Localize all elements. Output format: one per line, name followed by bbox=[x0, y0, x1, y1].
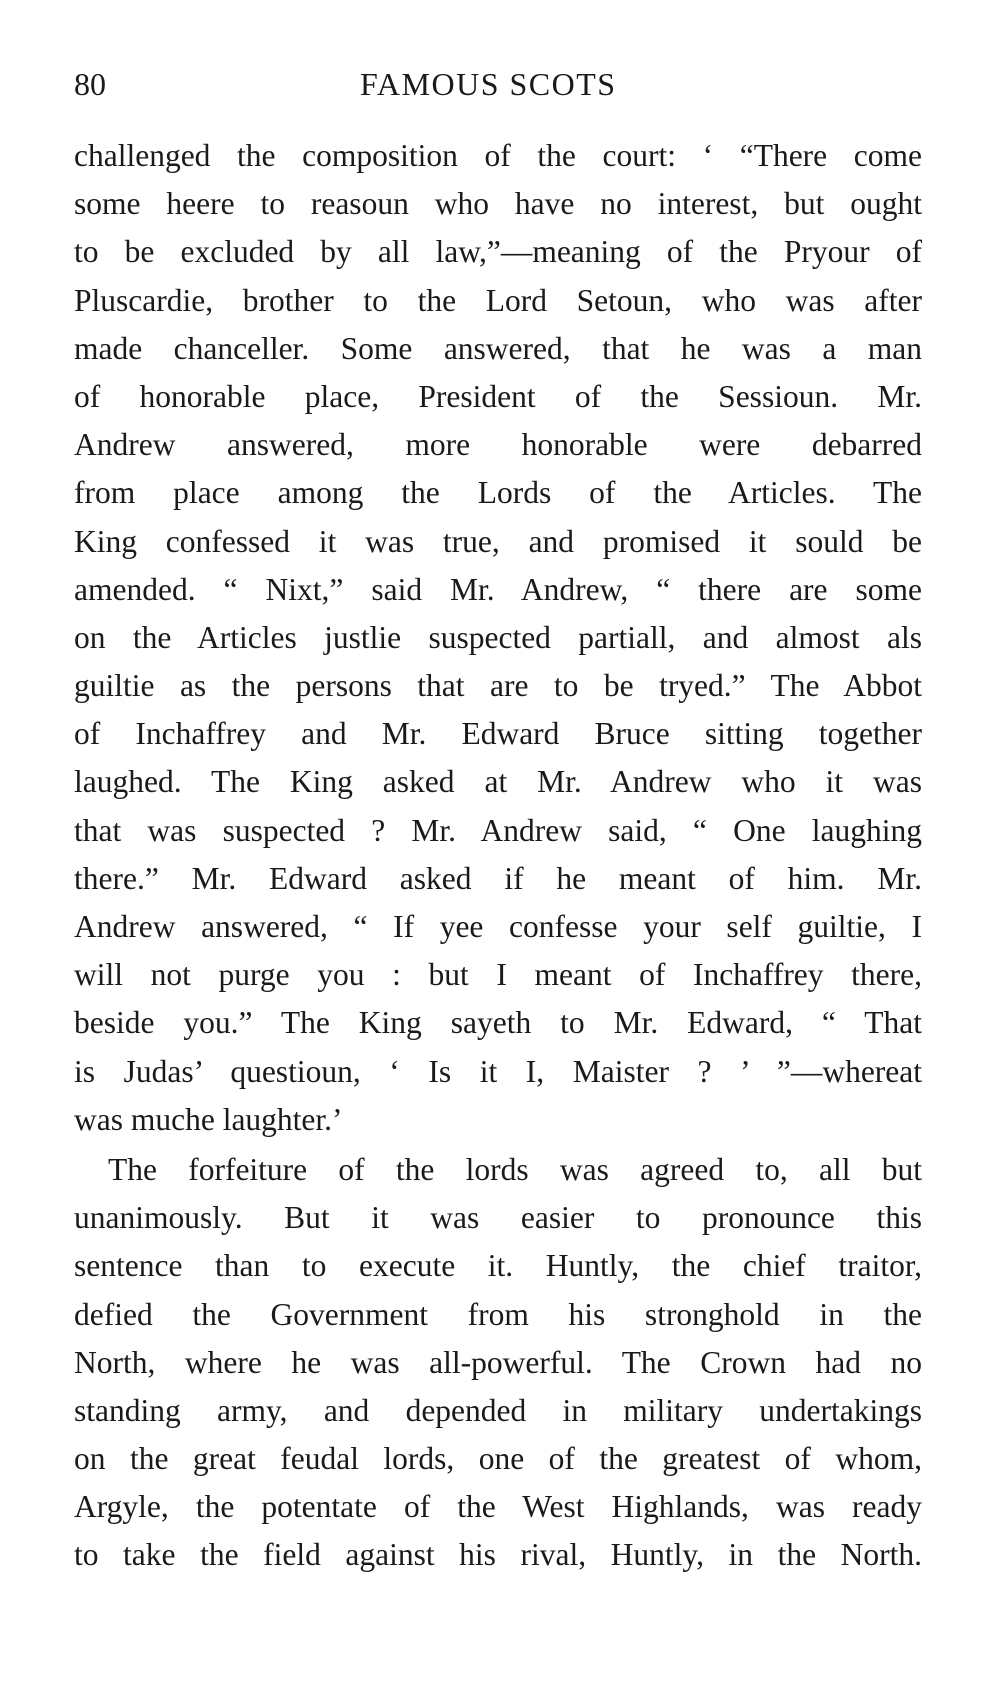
text-line: Andrew answered, more honorable were debarred bbox=[74, 427, 922, 463]
text-line: Pluscardie, brother to the Lord Setoun, who was after bbox=[74, 282, 922, 318]
text-line: to take the field against his rival, Huntly, in the North. bbox=[74, 1537, 922, 1573]
text-line: sentence than to execute it. Huntly, the chief traitor, bbox=[74, 1248, 922, 1284]
text-line: laughed. The King asked at Mr. Andrew who it was bbox=[74, 764, 922, 800]
text-line: there.” Mr. Edward asked if he meant of him. Mr. bbox=[74, 860, 922, 896]
text-line: is Judas’ questioun, ‘ Is it I, Maister ? ’ ”—whereat bbox=[74, 1053, 922, 1089]
text-line: that was suspected ? Mr. Andrew said, “ One laughing bbox=[74, 812, 922, 848]
text-line: challenged the composition of the court: ‘ “There come bbox=[74, 138, 922, 173]
page-header bbox=[74, 60, 922, 108]
text-line: North, where he was all-powerful. The Crown had no bbox=[74, 1344, 922, 1380]
text-line: made chanceller. Some answered, that he was a man bbox=[74, 330, 922, 366]
text-line: to be excluded by all law,”—meaning of the Pryour of bbox=[74, 234, 922, 270]
paragraph-2 bbox=[74, 1146, 922, 1580]
text-line: amended. “ Nixt,” said Mr. Andrew, “ there are some bbox=[74, 571, 922, 607]
text-line: of Inchaffrey and Mr. Edward Bruce sitting together bbox=[74, 716, 922, 752]
text-line: The forfeiture of the lords was agreed to, all but bbox=[108, 1151, 922, 1187]
text-line: Argyle, the potentate of the West Highlands, was ready bbox=[74, 1489, 922, 1525]
text-line: unanimously. But it was easier to pronounce this bbox=[74, 1200, 922, 1236]
text-line: defied the Government from his stronghold in the bbox=[74, 1296, 922, 1332]
text-line: from place among the Lords of the Articles. The bbox=[74, 475, 922, 511]
running-head: FAMOUS SCOTS bbox=[360, 66, 617, 102]
text-line: on the great feudal lords, one of the greatest of whom, bbox=[74, 1441, 922, 1477]
text-line: guiltie as the persons that are to be tryed.” The Abbot bbox=[74, 668, 922, 704]
text-line: on the Articles justlie suspected partiall, and almost als bbox=[74, 619, 922, 655]
page-number: 80 bbox=[74, 66, 106, 102]
text-line: King confessed it was true, and promised it sould be bbox=[74, 523, 922, 559]
text-line: Andrew answered, “ If yee confesse your self guiltie, I bbox=[74, 909, 922, 944]
body-text bbox=[74, 132, 922, 1580]
text-line: standing army, and depended in military undertakings bbox=[74, 1392, 922, 1428]
text-line: was muche laughter.’ bbox=[74, 1101, 343, 1137]
text-line: of honorable place, President of the Sessioun. Mr. bbox=[74, 378, 922, 414]
text-line: some heere to reasoun who have no interest, but ought bbox=[74, 186, 922, 222]
text-line: beside you.” The King sayeth to Mr. Edward, “ That bbox=[74, 1005, 922, 1041]
paragraph-1 bbox=[74, 132, 922, 1144]
text-line: will not purge you : but I meant of Inchaffrey there, bbox=[74, 957, 922, 993]
